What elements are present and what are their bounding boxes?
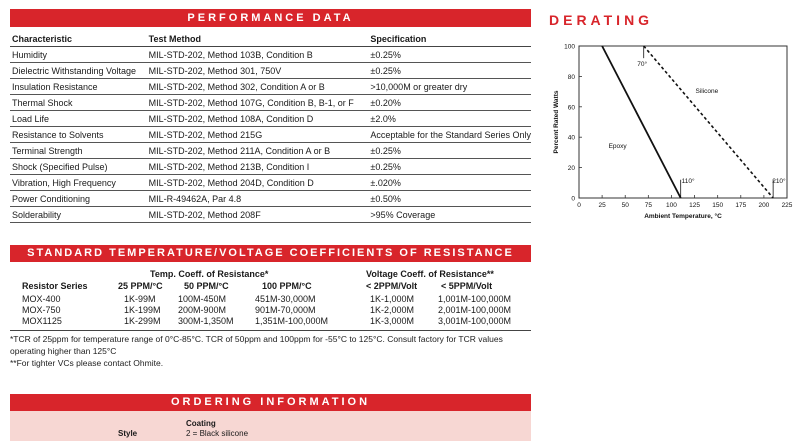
ppm100-cell: 451M-30,000M [255, 294, 316, 304]
annotation-110: 110° [681, 177, 695, 185]
specification-cell: ±0.50% [368, 191, 531, 207]
specification-cell: Acceptable for the Standard Series Only [368, 127, 531, 143]
ppm50-cell: 100M-450M [178, 294, 227, 304]
test-method-cell: MIL-STD-202, Method 107G, Condition B, B-1, or F [147, 95, 369, 111]
epoxy-series-label: Epoxy [608, 142, 627, 150]
derating-title: DERATING [549, 12, 654, 28]
test-method-cell: MIL-STD-202, Method 108A, Condition D [147, 111, 369, 127]
x-tick-label: 225 [781, 202, 793, 209]
performance-table-body [10, 47, 531, 223]
v2ppm-cell: 1K-2,000M [370, 305, 415, 315]
col-resistor-series: Resistor Series [22, 281, 88, 291]
coefficients-notes [10, 333, 531, 369]
performance-table-header [10, 32, 531, 47]
test-method-cell: MIL-STD-202, Method 213B, Condition I [147, 159, 369, 175]
y-tick-label: 60 [567, 104, 575, 112]
characteristic-cell: Power Conditioning [10, 191, 147, 207]
characteristic-cell: Thermal Shock [10, 95, 147, 111]
series-cell: MOX1125 [22, 316, 62, 326]
specification-cell: >95% Coverage [368, 207, 531, 223]
table-row [10, 143, 531, 159]
characteristic-cell: Insulation Resistance [10, 79, 147, 95]
x-axis-label: Ambient Temperature, °C [644, 213, 722, 220]
col-50ppm: 50 PPM/°C [184, 281, 229, 291]
test-method-cell: MIL-R-49462A, Par 4.8 [147, 191, 369, 207]
x-tick-label: 125 [689, 202, 700, 209]
characteristic-cell: Load Life [10, 111, 147, 127]
temp-coeff-group-header: Temp. Coeff. of Resistance* [150, 269, 269, 279]
y-tick-label: 20 [567, 165, 575, 173]
ppm100-cell: 901M-70,000M [255, 305, 316, 315]
derating-chart [549, 38, 795, 223]
x-tick-label: 75 [644, 202, 652, 209]
specification-cell: ±0.20% [368, 95, 531, 111]
test-method-cell: MIL-STD-202, Method 204D, Condition D [147, 175, 369, 191]
x-tick-label: 100 [666, 202, 677, 209]
series-cell: MOX-400 [22, 294, 61, 304]
ordering-coating-label: Coating [186, 419, 216, 428]
coefficients-divider [10, 330, 531, 331]
characteristic-cell: Shock (Specified Pulse) [10, 159, 147, 175]
performance-data-banner: PERFORMANCE DATA [10, 9, 531, 27]
test-method-cell: MIL-STD-202, Method 211A, Condition A or B [147, 143, 369, 159]
v2ppm-cell: 1K-1,000M [370, 294, 415, 304]
characteristic-cell: Dielectric Withstanding Voltage [10, 63, 147, 79]
col-25ppm: 25 PPM/°C [118, 281, 163, 291]
col-5ppm-volt: < 5PPM/Volt [441, 281, 493, 291]
ppm25-cell: 1K-199M [124, 305, 161, 315]
characteristic-cell: Terminal Strength [10, 143, 147, 159]
test-method-cell: MIL-STD-202, Method 103B, Condition B [147, 47, 369, 63]
specification-cell: ±0.25% [368, 63, 531, 79]
characteristic-cell: Humidity [10, 47, 147, 63]
ppm25-cell: 1K-299M [124, 316, 161, 326]
table-row [10, 127, 531, 143]
ppm100-cell: 1,351M-100,000M [255, 316, 329, 326]
ordering-panel [10, 411, 531, 441]
table-row [10, 191, 531, 207]
x-tick-label: 200 [758, 202, 770, 209]
tcr-footnote: *TCR of 25ppm for temperature range of 0°C-85°C. TCR of 50ppm and 100ppm for -55°C to 125°C. Consult factory for TCR values operating higher than 125°C [10, 334, 503, 356]
y-axis-label: Percent Rated Watts [553, 90, 560, 154]
chart-frame [579, 46, 787, 198]
y-tick-label: 100 [564, 43, 575, 51]
specification-cell: >10,000M or greater dry [368, 79, 531, 95]
x-tick-label: 50 [621, 202, 629, 209]
v2ppm-cell: 1K-3,000M [370, 316, 415, 326]
characteristic-cell: Resistance to Solvents [10, 127, 147, 143]
ordering-style-label: Style [118, 429, 138, 438]
specification-cell: ±0.25% [368, 47, 531, 63]
ppm50-cell: 300M-1,350M [178, 316, 234, 326]
x-tick-label: 150 [712, 202, 724, 209]
voltage-coeff-group-header: Voltage Coeff. of Resistance** [366, 269, 494, 279]
test-method-cell: MIL-STD-202, Method 301, 750V [147, 63, 369, 79]
table-row [10, 63, 531, 79]
characteristic-cell: Vibration, High Frequency [10, 175, 147, 191]
header-test-method: Test Method [147, 32, 369, 47]
ppm50-cell: 200M-900M [178, 305, 227, 315]
table-row [10, 95, 531, 111]
ordering-coating-value: 2 = Black silicone [186, 429, 249, 438]
table-row [10, 47, 531, 63]
col-2ppm-volt: < 2PPM/Volt [366, 281, 418, 291]
x-tick-label: 25 [598, 202, 606, 209]
ordering-banner: ORDERING INFORMATION [10, 394, 531, 411]
y-tick-label: 0 [571, 195, 575, 203]
x-tick-label: 175 [735, 202, 747, 209]
specification-cell: ±0.25% [368, 159, 531, 175]
v5ppm-cell: 2,001M-100,000M [438, 305, 512, 315]
ppm25-cell: 1K-99M [124, 294, 156, 304]
performance-table [10, 32, 531, 223]
test-method-cell: MIL-STD-202, Method 215G [147, 127, 369, 143]
silicone-series-label: Silicone [695, 88, 719, 96]
v5ppm-cell: 3,001M-100,000M [438, 316, 512, 326]
table-row [10, 207, 531, 223]
series-cell: MOX-750 [22, 305, 61, 315]
test-method-cell: MIL-STD-202, Method 208F [147, 207, 369, 223]
table-row [10, 111, 531, 127]
header-characteristic: Characteristic [10, 32, 147, 47]
annotation-70: 70° [637, 60, 648, 68]
vc-footnote: **For tighter VCs please contact Ohmite. [10, 358, 164, 368]
annotation-210: 210° [772, 177, 786, 185]
silicone-series-line [644, 46, 773, 198]
col-100ppm: 100 PPM/°C [262, 281, 312, 291]
header-specification: Specification [368, 32, 531, 47]
table-row [10, 175, 531, 191]
test-method-cell: MIL-STD-202, Method 302, Condition A or B [147, 79, 369, 95]
characteristic-cell: Solderability [10, 207, 147, 223]
coefficients-banner: STANDARD TEMPERATURE/VOLTAGE COEFFICIENTS OF RESISTANCE [10, 245, 531, 262]
specification-cell: ±0.25% [368, 143, 531, 159]
epoxy-series-line [602, 46, 681, 198]
specification-cell: ±.020% [368, 175, 531, 191]
y-tick-label: 80 [567, 73, 575, 81]
specification-cell: ±2.0% [368, 111, 531, 127]
v5ppm-cell: 1,001M-100,000M [438, 294, 512, 304]
table-row [10, 159, 531, 175]
x-tick-label: 0 [577, 202, 581, 209]
table-row [10, 79, 531, 95]
y-tick-label: 40 [567, 134, 575, 142]
